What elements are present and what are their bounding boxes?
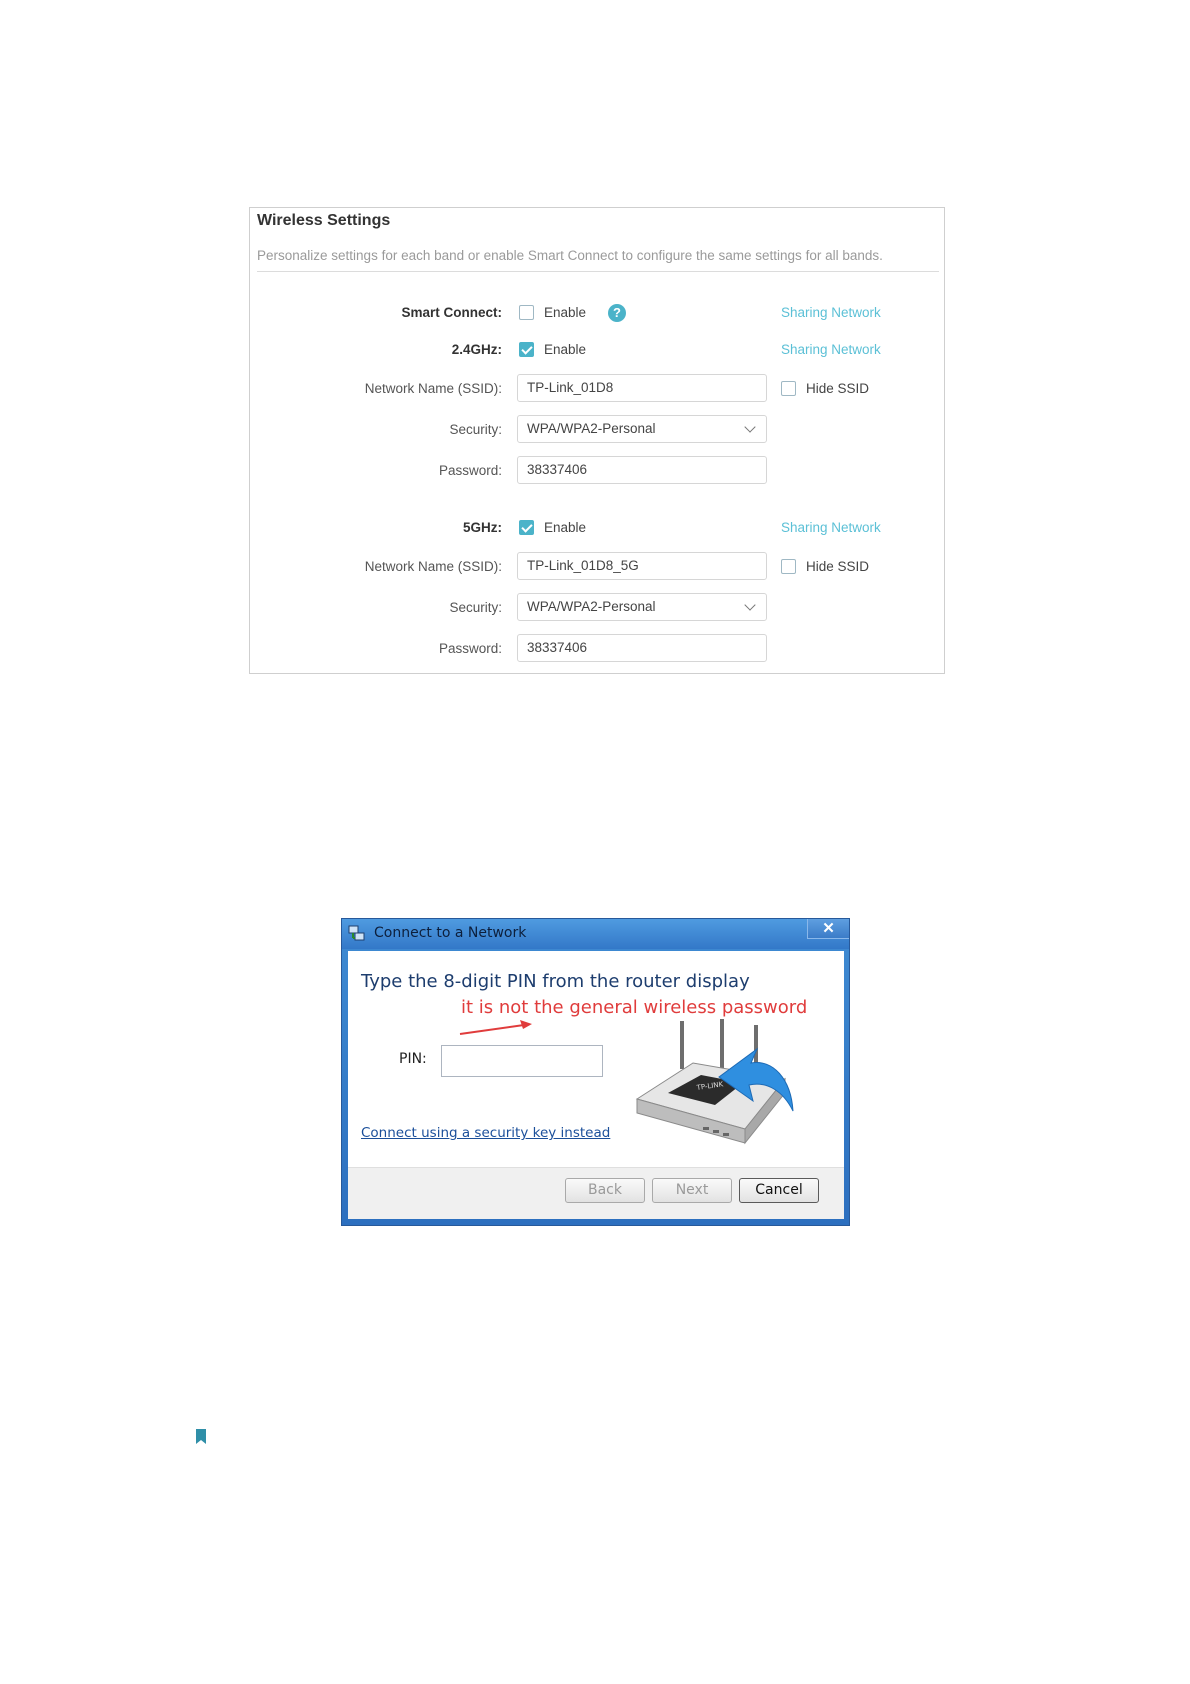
band-5-enable-label: Enable [544,520,587,535]
band-24-enable-label: Enable [544,342,587,357]
band-5-security-value: WPA/WPA2-Personal [527,599,656,614]
connect-to-network-dialog [341,918,850,1226]
help-icon[interactable]: ? [608,304,626,322]
band-5-hide-ssid-label: Hide SSID [806,559,870,574]
router-brand-label: TP-LINK [696,1080,724,1092]
band-24-security-value: WPA/WPA2-Personal [527,421,656,436]
security-key-link[interactable]: Connect using a security key instead [361,1125,611,1141]
pin-annotation: it is not the general wireless password [461,997,808,1018]
band-5-password-label: Password: [438,641,502,656]
band-5-ssid-input[interactable]: TP-Link_01D8_5G [517,552,767,580]
smart-connect-sharing-network-link[interactable]: Sharing Network [781,305,881,320]
chevron-down-icon [744,421,755,432]
band-5-enable-checkbox[interactable] [519,520,534,535]
band-5-password-input[interactable]: 38337406 [517,634,767,662]
band-24-security-label: Security: [449,422,502,437]
back-button[interactable]: Back [565,1178,645,1203]
band-24-ssid-label: Network Name (SSID): [364,381,502,396]
band-24-security-select[interactable] [517,415,767,443]
band-24-enable-checkbox[interactable] [519,342,534,357]
dialog-body [348,951,844,1167]
band-24-password-label: Password: [438,463,502,478]
smart-connect-enable-label: Enable [544,305,587,320]
smart-connect-checkbox[interactable] [519,305,534,320]
band-5-ssid-label: Network Name (SSID): [364,559,502,574]
wireless-settings-panel [249,207,945,674]
band-24-password-input[interactable]: 38337406 [517,456,767,484]
cancel-button[interactable]: Cancel [739,1178,819,1203]
close-button[interactable]: ✕ [807,919,849,939]
panel-title: Wireless Settings [257,212,391,229]
router-illustration [633,1019,838,1164]
band-5-hide-ssid-checkbox[interactable] [781,559,796,574]
band-24-hide-ssid-label: Hide SSID [806,381,870,396]
dialog-titlebar [342,919,849,949]
network-icon [348,925,365,942]
red-arrow-icon [458,1019,538,1037]
band-5-label: 5GHz: [462,520,502,535]
dialog-title: Connect to a Network [374,925,527,941]
pin-input[interactable] [441,1045,603,1077]
panel-divider [257,271,939,272]
bookmark-icon [196,1429,206,1444]
dialog-footer [348,1167,844,1219]
panel-description: Personalize settings for each band or enable Smart Connect to configure the same settings for all bands. [257,248,883,263]
band-24-hide-ssid-checkbox[interactable] [781,381,796,396]
band-5-sharing-network-link[interactable]: Sharing Network [781,520,881,535]
band-24-sharing-network-link[interactable]: Sharing Network [781,342,881,357]
band-24-ssid-input[interactable]: TP-Link_01D8 [517,374,767,402]
band-5-security-label: Security: [449,600,502,615]
band-24-label: 2.4GHz: [451,342,502,357]
chevron-down-icon [744,599,755,610]
band-5-security-select[interactable] [517,593,767,621]
next-button[interactable]: Next [652,1178,732,1203]
pin-label: PIN: [399,1051,427,1067]
pin-instruction-heading: Type the 8-digit PIN from the router display [361,971,750,992]
smart-connect-label: Smart Connect: [401,305,502,320]
